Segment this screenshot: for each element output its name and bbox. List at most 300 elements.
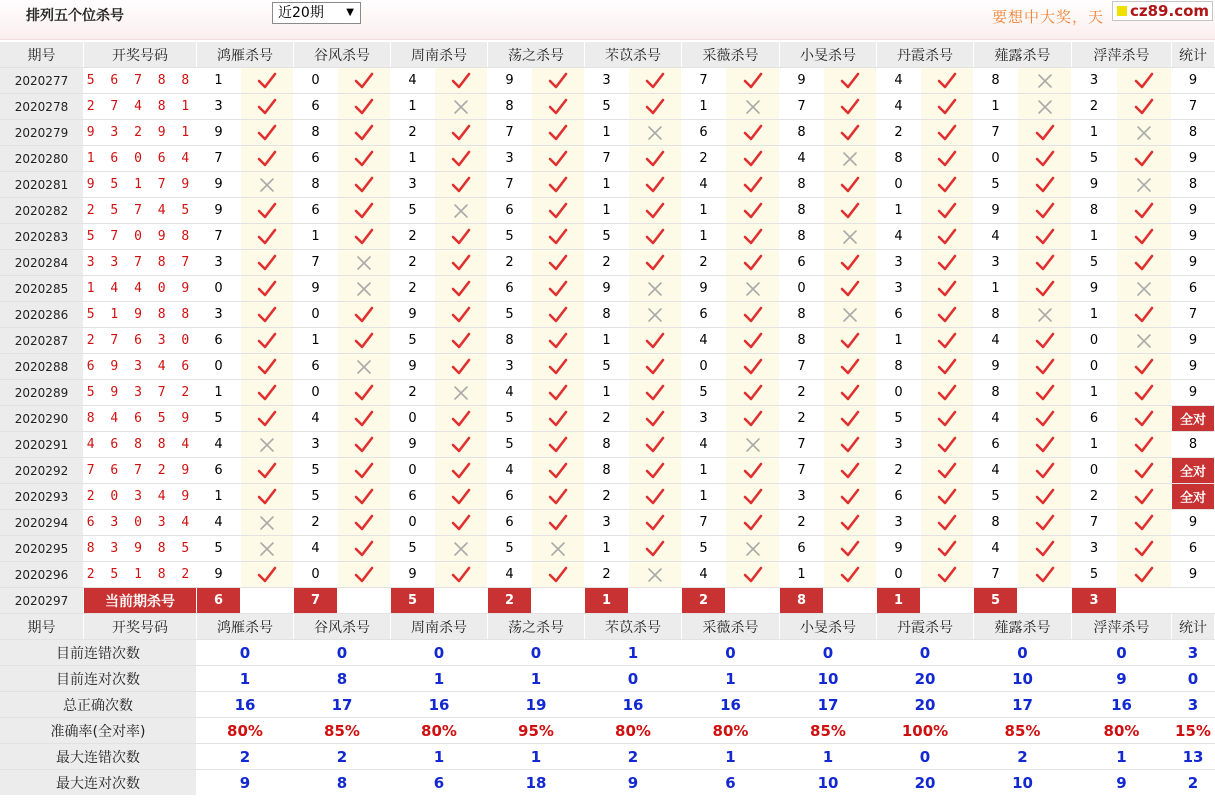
stat-label: 目前连错次数 [0,640,197,666]
check-icon [353,331,375,351]
kill-number: 9 [488,68,532,94]
kill-number: 4 [391,68,435,94]
hit-mark [1117,432,1172,458]
check-icon [256,71,278,91]
kill-number: 1 [391,146,435,172]
stat-value: 3 [1172,640,1215,666]
hit-mark [435,510,488,536]
hit-mark [435,354,488,380]
row-divider [0,197,1215,198]
cross-icon [353,357,375,377]
hit-mark [1018,328,1072,354]
hit-mark [921,172,974,198]
kill-number: 1 [1072,432,1117,458]
check-icon [936,513,958,533]
draw-number: 3 3 7 8 7 [84,250,197,276]
hit-mark [338,458,391,484]
row-stat: 6 [1172,536,1215,562]
kill-number: 6 [197,458,241,484]
hit-mark [338,68,391,94]
miss-mark [824,224,877,250]
kill-number: 0 [1072,354,1117,380]
kill-number: 1 [391,94,435,120]
row-stat: 9 [1172,562,1215,588]
row-stat: 全对 [1172,458,1215,484]
miss-mark [338,276,391,302]
row-stat: 6 [1172,276,1215,302]
hit-mark [726,302,780,328]
kill-number: 1 [585,380,629,406]
miss-mark [1117,172,1172,198]
hit-mark [532,198,585,224]
hit-mark [824,380,877,406]
draw-number: 5 9 3 7 2 [84,380,197,406]
kill-number: 5 [682,536,726,562]
row-stat: 9 [1172,146,1215,172]
hit-mark [824,510,877,536]
hit-mark [629,250,682,276]
kill-number: 6 [294,146,338,172]
kill-number: 8 [585,458,629,484]
stat-value: 0 [1172,666,1215,692]
check-icon [353,461,375,481]
hit-mark [1018,432,1072,458]
check-icon [936,201,958,221]
row-stat: 9 [1172,328,1215,354]
kill-number: 5 [488,536,532,562]
stat-value: 2 [197,744,294,770]
hit-mark [629,380,682,406]
hit-mark [532,276,585,302]
check-icon [256,149,278,169]
kill-number: 1 [197,380,241,406]
check-icon [1034,175,1056,195]
hit-mark [1018,484,1072,510]
kill-number: 3 [974,250,1018,276]
hit-mark [1018,250,1072,276]
hit-mark [338,484,391,510]
hit-mark [1117,250,1172,276]
check-icon [644,435,666,455]
stat-value: 80% [585,718,682,744]
cross-icon [742,97,764,117]
cross-icon [839,305,861,325]
check-icon [353,409,375,429]
kill-number: 2 [682,146,726,172]
kill-number: 6 [391,484,435,510]
hit-mark [435,146,488,172]
kill-number: 0 [1072,328,1117,354]
stat-value: 1 [585,640,682,666]
hit-mark [1117,224,1172,250]
row-stat: 9 [1172,68,1215,94]
period-select[interactable] [272,2,361,24]
footer-header-col-8: 小旻杀号 [780,614,877,640]
issue-number: 2020281 [0,172,84,198]
hit-mark [629,198,682,224]
hit-mark [726,406,780,432]
kill-number: 6 [780,536,824,562]
hit-mark [921,562,974,588]
hit-mark [921,536,974,562]
row-divider [0,691,1215,692]
slogan-text: 要想中大奖，天 [992,8,1105,26]
current-stat-cell [1172,588,1215,614]
kill-number: 5 [391,536,435,562]
current-empty-cell [629,588,682,614]
check-icon [1034,487,1056,507]
check-icon [742,513,764,533]
row-divider [0,353,1215,354]
kill-number: 0 [391,458,435,484]
row-divider [0,613,1215,614]
check-icon [742,305,764,325]
cross-icon [256,435,278,455]
miss-mark [435,536,488,562]
header-col-10: 薤露杀号 [974,42,1072,68]
check-icon [1034,409,1056,429]
stat-value: 3 [1172,692,1215,718]
draw-number: 5 6 7 8 8 [84,68,197,94]
stat-value: 1 [780,744,877,770]
kill-number: 3 [780,484,824,510]
kill-number: 4 [488,458,532,484]
kill-number: 6 [488,198,532,224]
header-col-11: 浮萍杀号 [1072,42,1172,68]
hit-mark [1018,562,1072,588]
hit-mark [921,198,974,224]
kill-number: 3 [877,432,921,458]
check-icon [1034,149,1056,169]
check-icon [839,331,861,351]
stat-value: 13 [1172,744,1215,770]
kill-number: 6 [1072,406,1117,432]
check-icon [547,175,569,195]
check-icon [1133,565,1155,585]
hit-mark [435,302,488,328]
check-icon [450,149,472,169]
issue-number: 2020290 [0,406,84,432]
hit-mark [921,458,974,484]
hit-mark [1117,380,1172,406]
stat-value: 1 [1072,744,1172,770]
kill-number: 1 [877,198,921,224]
kill-number: 0 [877,380,921,406]
hit-mark [241,406,294,432]
hit-mark [1117,536,1172,562]
header-col-6: 芣苡杀号 [585,42,682,68]
kill-number: 2 [391,250,435,276]
hit-mark [726,120,780,146]
kill-number: 4 [682,432,726,458]
stat-value: 85% [974,718,1072,744]
kill-number: 8 [780,198,824,224]
check-icon [936,71,958,91]
hit-mark [532,224,585,250]
hit-mark [435,68,488,94]
hit-mark [532,94,585,120]
hit-mark [726,172,780,198]
hit-mark [338,328,391,354]
kill-number: 3 [488,146,532,172]
miss-mark [629,302,682,328]
miss-mark [338,250,391,276]
check-icon [742,461,764,481]
stat-value: 1 [488,666,585,692]
cross-icon [644,305,666,325]
row-divider [0,535,1215,536]
kill-number: 3 [488,354,532,380]
check-icon [839,123,861,143]
issue-number: 2020287 [0,328,84,354]
kill-number: 9 [391,562,435,588]
hit-mark [1018,380,1072,406]
stat-value: 85% [294,718,391,744]
row-divider [0,665,1215,666]
hit-mark [629,432,682,458]
check-icon [839,539,861,559]
hit-mark [824,68,877,94]
cross-icon [1133,279,1155,299]
row-divider [0,145,1215,146]
kill-number: 7 [294,250,338,276]
hit-mark [338,172,391,198]
hit-mark [921,380,974,406]
row-divider [0,275,1215,276]
hit-mark [629,328,682,354]
row-stat: 9 [1172,510,1215,536]
hit-mark [532,172,585,198]
kill-number: 8 [585,302,629,328]
hit-mark [726,562,780,588]
hit-mark [824,198,877,224]
stat-value: 16 [682,692,780,718]
hit-mark [824,354,877,380]
logo-square-icon [1117,6,1127,16]
kill-number: 5 [294,484,338,510]
kill-number: 9 [682,276,726,302]
kill-number: 0 [1072,458,1117,484]
check-icon [1133,409,1155,429]
check-icon [742,357,764,377]
check-icon [644,201,666,221]
check-icon [353,487,375,507]
footer-header-col-4: 周南杀号 [391,614,488,640]
chevron-down-icon: ▼ [346,7,354,18]
cross-icon [1034,305,1056,325]
stat-value: 2 [974,744,1072,770]
kill-number: 0 [877,562,921,588]
stat-value: 16 [391,692,488,718]
draw-number: 5 7 0 9 8 [84,224,197,250]
check-icon [1034,383,1056,403]
check-icon [644,331,666,351]
row-divider [0,119,1215,120]
check-icon [547,279,569,299]
hit-mark [435,224,488,250]
hit-mark [921,510,974,536]
hit-mark [435,406,488,432]
hit-mark [532,354,585,380]
stat-value: 1 [488,744,585,770]
stat-value: 10 [974,666,1072,692]
header-col-9: 丹霞杀号 [877,42,974,68]
stat-value: 80% [197,718,294,744]
kill-number: 5 [974,172,1018,198]
kill-number: 3 [197,302,241,328]
draw-number: 8 3 9 8 5 [84,536,197,562]
check-icon [839,175,861,195]
kill-number: 0 [391,406,435,432]
top-bar [0,0,1215,40]
cross-icon [1133,331,1155,351]
miss-mark [435,94,488,120]
footer-header-col-10: 薤露杀号 [974,614,1072,640]
stat-value: 9 [1072,666,1172,692]
row-divider [0,223,1215,224]
kill-number: 9 [391,432,435,458]
hit-mark [532,120,585,146]
check-icon [936,227,958,247]
row-stat: 7 [1172,94,1215,120]
kill-number: 7 [780,458,824,484]
current-kill-number: 2 [488,588,532,614]
hit-mark [629,172,682,198]
kill-number: 2 [585,406,629,432]
check-icon [1034,435,1056,455]
header-col-12: 统计 [1172,42,1215,68]
hit-mark [824,328,877,354]
row-stat: 9 [1172,224,1215,250]
kill-number: 1 [1072,302,1117,328]
check-icon [742,487,764,507]
row-stat: 全对 [1172,484,1215,510]
check-icon [742,331,764,351]
hit-mark [532,380,585,406]
row-divider [0,457,1215,458]
site-badge[interactable] [1112,1,1213,21]
check-icon [839,71,861,91]
check-icon [1133,539,1155,559]
issue-number: 2020285 [0,276,84,302]
hit-mark [435,250,488,276]
check-icon [256,357,278,377]
kill-number: 2 [877,458,921,484]
check-icon [1133,383,1155,403]
kill-number: 5 [488,224,532,250]
footer-header-col-11: 浮萍杀号 [1072,614,1172,640]
check-icon [1034,357,1056,377]
header-col-1: 开奖号码 [84,42,197,68]
check-icon [353,513,375,533]
hit-mark [532,562,585,588]
hit-mark [1018,224,1072,250]
check-icon [839,435,861,455]
row-divider [0,769,1215,770]
kill-number: 6 [197,328,241,354]
check-icon [450,565,472,585]
current-kill-number: 5 [974,588,1018,614]
hit-mark [1018,146,1072,172]
cross-icon [256,539,278,559]
kill-number: 4 [294,536,338,562]
check-icon [547,253,569,273]
stat-value: 0 [780,640,877,666]
stat-value: 0 [294,640,391,666]
hit-mark [921,484,974,510]
hit-mark [435,562,488,588]
hit-mark [435,328,488,354]
kill-number: 4 [974,536,1018,562]
kill-number: 6 [877,484,921,510]
check-icon [353,175,375,195]
issue-number: 2020286 [0,302,84,328]
hit-mark [921,406,974,432]
check-icon [547,435,569,455]
kill-number: 2 [488,250,532,276]
hit-mark [921,146,974,172]
kill-number: 7 [585,146,629,172]
check-icon [936,331,958,351]
current-kill-label: 当前期杀号 [84,588,197,614]
issue-number: 2020291 [0,432,84,458]
check-icon [353,565,375,585]
check-icon [644,97,666,117]
stat-value: 2 [1172,770,1215,796]
kill-number: 8 [877,354,921,380]
check-icon [1034,331,1056,351]
kill-number: 9 [197,172,241,198]
check-icon [450,461,472,481]
kill-number: 8 [974,68,1018,94]
kill-number: 0 [294,68,338,94]
stat-value: 1 [391,666,488,692]
row-stat: 8 [1172,172,1215,198]
kill-number: 8 [780,302,824,328]
check-icon [547,461,569,481]
cross-icon [644,565,666,585]
row-divider [0,509,1215,510]
check-icon [936,175,958,195]
hit-mark [921,276,974,302]
current-empty-cell [1117,588,1172,614]
miss-mark [435,380,488,406]
kill-number: 4 [488,562,532,588]
kill-number: 7 [780,94,824,120]
draw-number: 9 3 2 9 1 [84,120,197,146]
issue-number: 2020282 [0,198,84,224]
hit-mark [629,68,682,94]
hit-mark [1117,562,1172,588]
issue-number: 2020293 [0,484,84,510]
kill-number: 1 [974,94,1018,120]
check-icon [644,539,666,559]
miss-mark [629,276,682,302]
issue-number: 2020294 [0,510,84,536]
kill-number: 0 [197,276,241,302]
hit-mark [338,302,391,328]
footer-header-col-0: 期号 [0,614,84,640]
row-divider [0,431,1215,432]
kill-number: 0 [877,172,921,198]
check-icon [644,461,666,481]
stat-value: 16 [1072,692,1172,718]
hit-mark [629,146,682,172]
check-icon [547,97,569,117]
hit-mark [921,120,974,146]
check-icon [256,253,278,273]
hit-mark [338,562,391,588]
